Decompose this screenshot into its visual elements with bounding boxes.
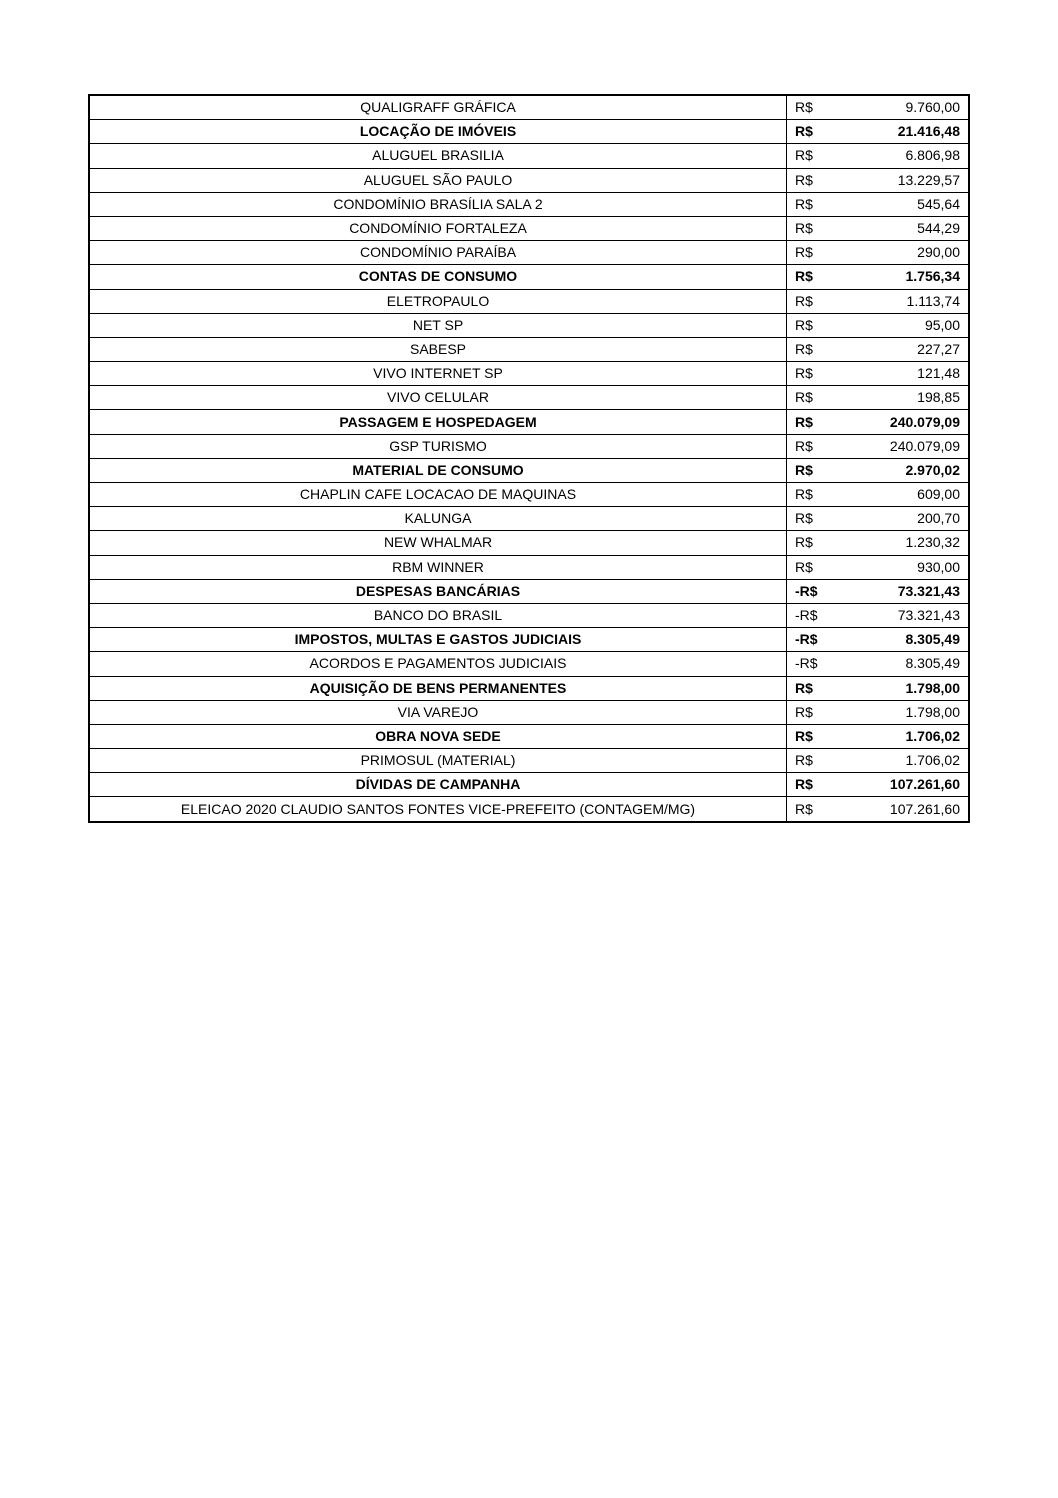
category-row: [89, 120, 969, 144]
table-row: [89, 483, 969, 507]
row-currency: R$: [787, 773, 836, 797]
category-row: [89, 724, 969, 748]
row-description: NEW WHALMAR: [89, 531, 787, 555]
row-amount: 544,29: [835, 216, 969, 240]
row-currency: R$: [787, 120, 836, 144]
category-row: [89, 265, 969, 289]
table-row: [89, 531, 969, 555]
row-currency: R$: [787, 362, 836, 386]
row-description: CONDOMÍNIO BRASÍLIA SALA 2: [89, 192, 787, 216]
row-currency: R$: [787, 192, 836, 216]
row-amount: 1.706,02: [835, 724, 969, 748]
row-description: AQUISIÇÃO DE BENS PERMANENTES: [89, 676, 787, 700]
row-description: CONDOMÍNIO PARAÍBA: [89, 241, 787, 265]
row-description: RBM WINNER: [89, 555, 787, 579]
row-amount: 930,00: [835, 555, 969, 579]
row-currency: R$: [787, 410, 836, 434]
row-description: ELETROPAULO: [89, 289, 787, 313]
table-row: [89, 362, 969, 386]
row-amount: 227,27: [835, 337, 969, 361]
row-currency: R$: [787, 265, 836, 289]
row-currency: R$: [787, 507, 836, 531]
row-amount: 545,64: [835, 192, 969, 216]
row-amount: 240.079,09: [835, 434, 969, 458]
row-description: DÍVIDAS DE CAMPANHA: [89, 773, 787, 797]
row-amount: 73.321,43: [835, 603, 969, 627]
row-currency: -R$: [787, 603, 836, 627]
table-row: [89, 216, 969, 240]
row-description: MATERIAL DE CONSUMO: [89, 458, 787, 482]
row-amount: 200,70: [835, 507, 969, 531]
category-row: [89, 458, 969, 482]
row-description: KALUNGA: [89, 507, 787, 531]
table-row: [89, 700, 969, 724]
row-description: LOCAÇÃO DE IMÓVEIS: [89, 120, 787, 144]
row-amount: 95,00: [835, 313, 969, 337]
row-amount: 240.079,09: [835, 410, 969, 434]
row-currency: R$: [787, 676, 836, 700]
row-amount: 6.806,98: [835, 144, 969, 168]
row-currency: -R$: [787, 652, 836, 676]
table-row: [89, 241, 969, 265]
row-currency: R$: [787, 700, 836, 724]
row-currency: R$: [787, 241, 836, 265]
row-currency: R$: [787, 386, 836, 410]
row-description: IMPOSTOS, MULTAS E GASTOS JUDICIAIS: [89, 628, 787, 652]
table-row: [89, 289, 969, 313]
row-description: GSP TURISMO: [89, 434, 787, 458]
row-amount: 1.706,02: [835, 749, 969, 773]
row-amount: 107.261,60: [835, 797, 969, 822]
category-row: [89, 410, 969, 434]
row-description: VIA VAREJO: [89, 700, 787, 724]
category-row: [89, 676, 969, 700]
row-description: VIVO INTERNET SP: [89, 362, 787, 386]
table-row: [89, 603, 969, 627]
table-row: [89, 337, 969, 361]
table-row: [89, 386, 969, 410]
expense-table-body: [89, 95, 969, 822]
row-currency: R$: [787, 289, 836, 313]
row-currency: R$: [787, 144, 836, 168]
row-currency: -R$: [787, 579, 836, 603]
row-amount: 1.230,32: [835, 531, 969, 555]
table-row: [89, 797, 969, 822]
row-currency: R$: [787, 168, 836, 192]
table-row: [89, 168, 969, 192]
row-amount: 1.798,00: [835, 676, 969, 700]
row-amount: 8.305,49: [835, 652, 969, 676]
row-amount: 1.756,34: [835, 265, 969, 289]
row-currency: R$: [787, 749, 836, 773]
table-row: [89, 555, 969, 579]
row-description: ALUGUEL SÃO PAULO: [89, 168, 787, 192]
row-amount: 8.305,49: [835, 628, 969, 652]
row-description: ALUGUEL BRASILIA: [89, 144, 787, 168]
row-currency: R$: [787, 531, 836, 555]
row-description: BANCO DO BRASIL: [89, 603, 787, 627]
row-amount: 107.261,60: [835, 773, 969, 797]
table-row: [89, 192, 969, 216]
row-description: DESPESAS BANCÁRIAS: [89, 579, 787, 603]
row-description: NET SP: [89, 313, 787, 337]
table-row: [89, 313, 969, 337]
row-description: CHAPLIN CAFE LOCACAO DE MAQUINAS: [89, 483, 787, 507]
expense-table: [88, 94, 970, 823]
row-description: CONTAS DE CONSUMO: [89, 265, 787, 289]
table-row: [89, 434, 969, 458]
row-description: PRIMOSUL (MATERIAL): [89, 749, 787, 773]
row-description: VIVO CELULAR: [89, 386, 787, 410]
category-row: [89, 579, 969, 603]
row-description: SABESP: [89, 337, 787, 361]
row-currency: R$: [787, 483, 836, 507]
row-currency: -R$: [787, 628, 836, 652]
category-row: [89, 628, 969, 652]
row-currency: R$: [787, 555, 836, 579]
row-amount: 121,48: [835, 362, 969, 386]
row-amount: 13.229,57: [835, 168, 969, 192]
row-currency: R$: [787, 313, 836, 337]
table-row: [89, 95, 969, 120]
row-description: ELEICAO 2020 CLAUDIO SANTOS FONTES VICE-PREFEITO (CONTAGEM/MG): [89, 797, 787, 822]
row-amount: 2.970,02: [835, 458, 969, 482]
row-description: PASSAGEM E HOSPEDAGEM: [89, 410, 787, 434]
row-description: ACORDOS E PAGAMENTOS JUDICIAIS: [89, 652, 787, 676]
row-amount: 290,00: [835, 241, 969, 265]
row-currency: R$: [787, 95, 836, 120]
row-amount: 609,00: [835, 483, 969, 507]
table-row: [89, 652, 969, 676]
row-amount: 9.760,00: [835, 95, 969, 120]
table-row: [89, 144, 969, 168]
row-description: CONDOMÍNIO FORTALEZA: [89, 216, 787, 240]
row-amount: 73.321,43: [835, 579, 969, 603]
row-amount: 1.798,00: [835, 700, 969, 724]
row-currency: R$: [787, 458, 836, 482]
table-row: [89, 507, 969, 531]
row-description: OBRA NOVA SEDE: [89, 724, 787, 748]
row-amount: 198,85: [835, 386, 969, 410]
row-amount: 1.113,74: [835, 289, 969, 313]
category-row: [89, 773, 969, 797]
table-row: [89, 749, 969, 773]
row-amount: 21.416,48: [835, 120, 969, 144]
row-currency: R$: [787, 216, 836, 240]
row-currency: R$: [787, 337, 836, 361]
row-currency: R$: [787, 434, 836, 458]
row-description: QUALIGRAFF GRÁFICA: [89, 95, 787, 120]
row-currency: R$: [787, 724, 836, 748]
row-currency: R$: [787, 797, 836, 822]
